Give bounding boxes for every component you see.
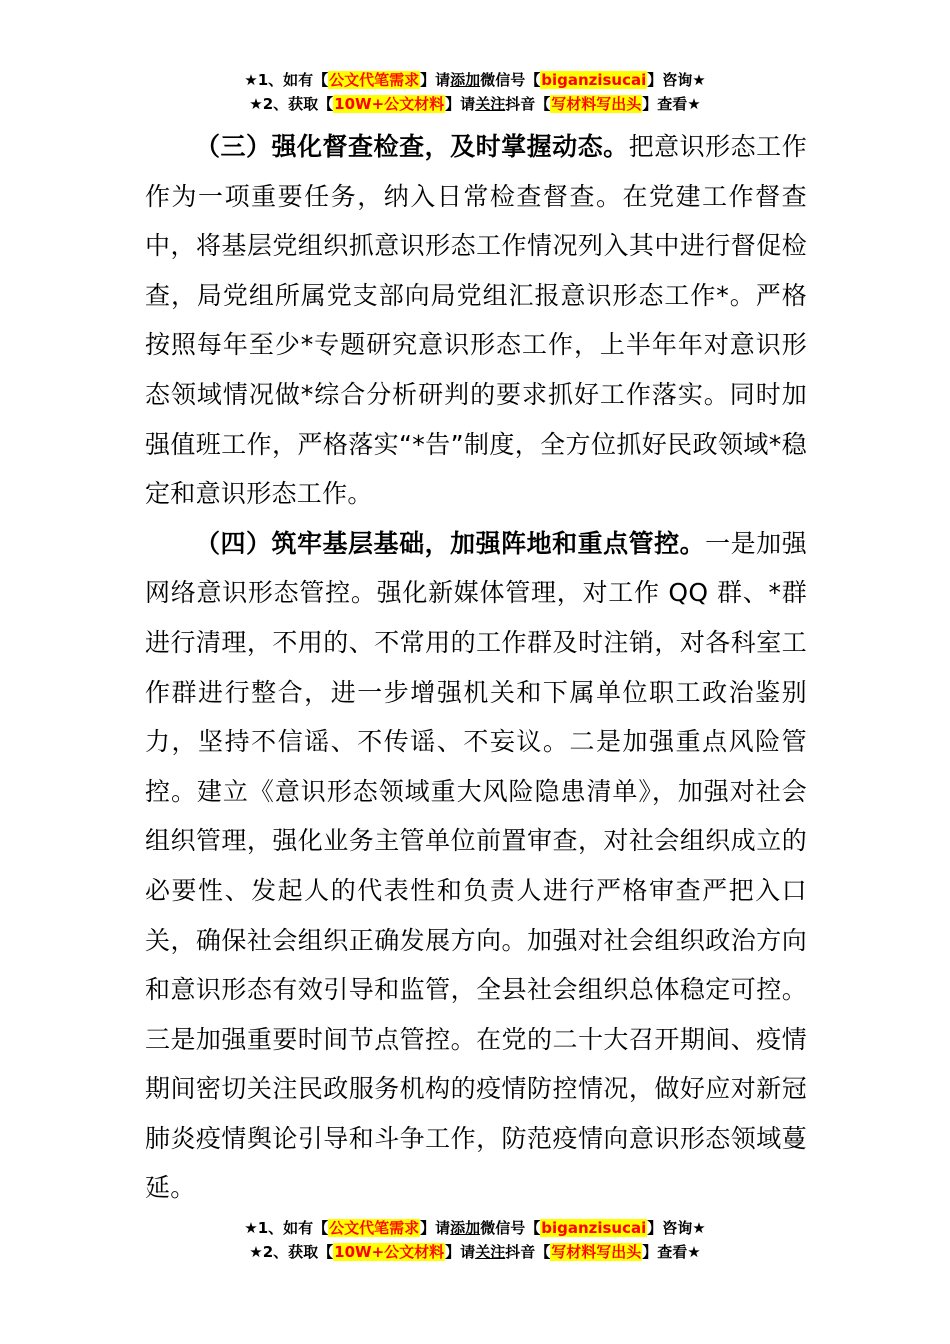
ghostwriting-highlight: 公文代笔需求 xyxy=(329,71,420,89)
materials-highlight: 10W+公文材料 xyxy=(334,95,445,113)
star-icon: ★ xyxy=(687,1243,701,1261)
section-3-heading: （三）强化督查检查，及时掌握动态。 xyxy=(195,132,629,161)
section-4-text: 一是加强网络意识形态管控。强化新媒体管理，对工作 QQ 群、*群进行清理，不用的、不常用的工作群及时注销，对各科室工作群进行整合，进一步增强机关和下属单位职工政治鉴别力，坚持不信谣、不传谣、不妄议。二是加强重点风险管控。建立《意识形态领域重大风险隐患清单》，加强对社会组织管理，强化业务主管单位前置审查，对社会组织成立的必要性、发起人的代表性和负责人进行严格审查严把入口关，确保社会组织正确发展方向。加强对社会组织政治方向和意识形态有效引导和监管，全县社会组织总体稳定可控。三是加强重要时间节点管控。在党的二十大召开期间、疫情期间密切关注民政服务机构的疫情防控情况，做好应对新冠肺炎疫情舆论引导和斗争工作，防范疫情向意识形态领域蔓延。 xyxy=(145,528,807,1203)
bottom-banner xyxy=(0,1216,950,1264)
section-4-heading: （四）筑牢基层基础，加强阵地和重点管控。 xyxy=(195,528,706,558)
douyin-account-highlight: 写材料写出头 xyxy=(551,1243,642,1261)
star-icon: ★ xyxy=(244,71,258,89)
ghostwriting-highlight: 公文代笔需求 xyxy=(329,1219,420,1237)
wechat-id-highlight: biganzisucai xyxy=(541,71,647,89)
banner-line-2: ★2、获取【10W+公文材料】请关注抖音【写材料写出头】查看★ xyxy=(249,1243,701,1261)
banner-line-2: ★2、获取【10W+公文材料】请关注抖音【写材料写出头】查看★ xyxy=(249,95,701,113)
star-icon: ★ xyxy=(244,1219,258,1237)
materials-highlight: 10W+公文材料 xyxy=(334,1243,445,1261)
star-icon: ★ xyxy=(249,95,263,113)
section-3-paragraph xyxy=(145,122,807,519)
wechat-id-highlight: biganzisucai xyxy=(541,1219,647,1237)
section-3-text: 把意识形态工作作为一项重要任务，纳入日常检查督查。在党建工作督查中，将基层党组织抓意识形态工作情况列入其中进行督促检查，局党组所属党支部向局党组汇报意识形态工作*。严格按照每年至少*专题研究意识形态工作，上半年年对意识形态领域情况做*综合分析研判的要求抓好工作落实。同时加强值班工作，严格落实“*告”制度，全方位抓好民政领域*稳定和意识形态工作。 xyxy=(145,132,807,509)
banner-line-1: ★1、如有【公文代笔需求】请添加微信号【biganzisucai】咨询★ xyxy=(244,1219,706,1237)
top-banner xyxy=(0,68,950,116)
star-icon: ★ xyxy=(687,95,701,113)
banner-line-1: ★1、如有【公文代笔需求】请添加微信号【biganzisucai】咨询★ xyxy=(244,71,706,89)
star-icon: ★ xyxy=(249,1243,263,1261)
star-icon: ★ xyxy=(692,1219,706,1237)
star-icon: ★ xyxy=(692,71,706,89)
section-4-paragraph xyxy=(145,519,807,1213)
document-body xyxy=(145,122,807,1213)
douyin-account-highlight: 写材料写出头 xyxy=(551,95,642,113)
